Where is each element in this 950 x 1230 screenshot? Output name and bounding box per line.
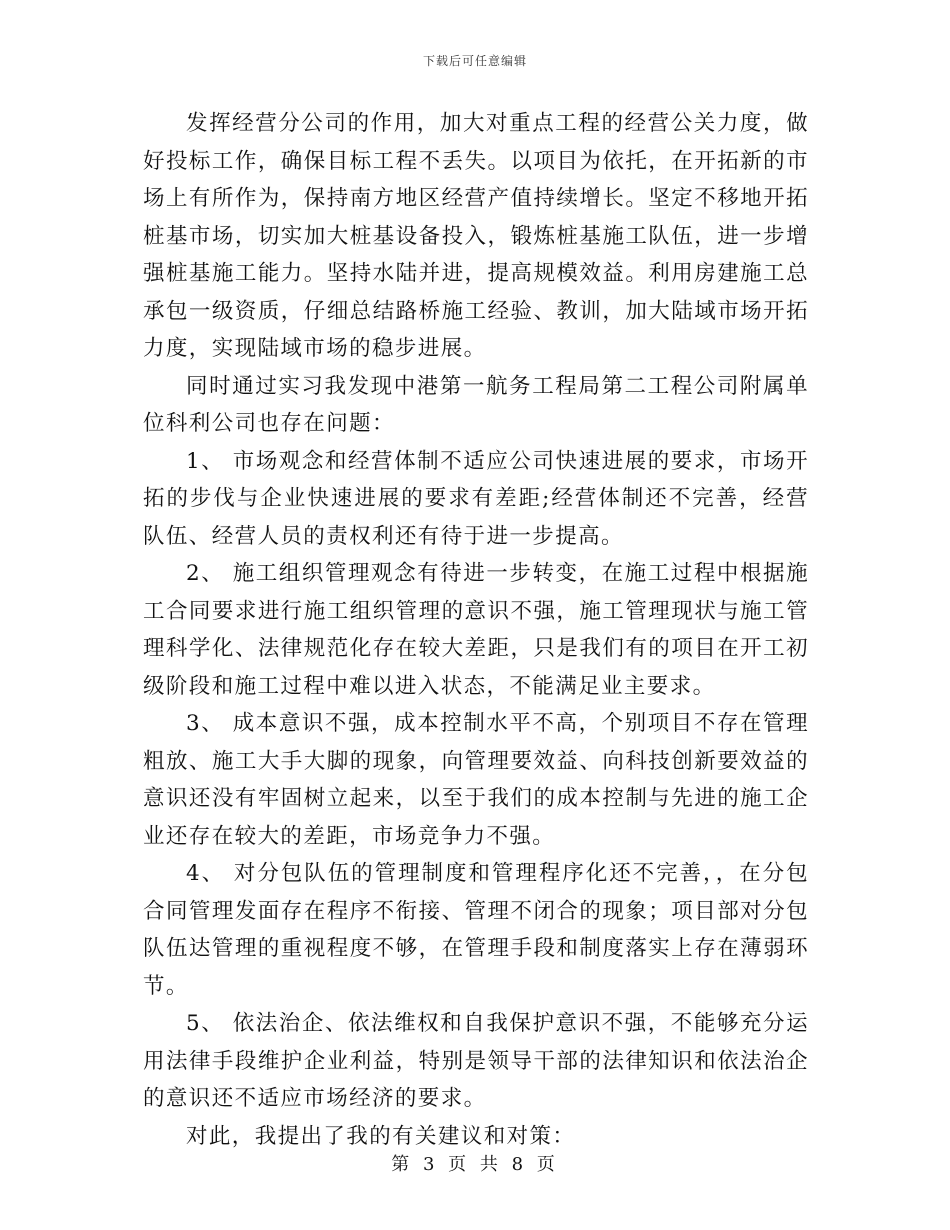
paragraph-business-strategy: 发挥经营分公司的作用，加大对重点工程的经营公关力度，做好投标工作，确保目标工程不丢失。以项目为依托，在开拓新的市场上有所作为，保持南方地区经营产值持续增长。坚定不移地开拓桩基市场，切实加大桩基设备投入，锻炼桩基施工队伍，进一步增强桩基施工能力。坚持水陆并进，提高规模效益。利用房建施工总承包一级资质，仔细总结路桥施工经验、教训，加大陆域市场开拓力度，实现陆域市场的稳步进展。	[143, 111, 809, 361]
paragraph-problem-3: 3、 成本意识不强，成本控制水平不高，个别项目不存在管理粗放、施工大手大脚的现象，向管理要效益、向科技创新要效益的意识还没有牢固树立起来，以至于我们的成本控制与先进的施工企业还存在较大的差距，市场竞争力不强。	[143, 711, 809, 849]
paragraph-problem-5: 5、 依法治企、依法维权和自我保护意识不强，不能够充分运用法律手段维护企业利益，特别是领导干部的法律知识和依法治企的意识还不适应市场经济的要求。	[143, 1011, 809, 1111]
paragraph-problem-1: 1、 市场观念和经营体制不适应公司快速进展的要求，市场开拓的步伐与企业快速进展的要求有差距;经营体制还不完善，经营队伍、经营人员的责权利还有待于进一步提高。	[143, 448, 809, 549]
paragraph-problem-2: 2、 施工组织管理观念有待进一步转变，在施工过程中根据施工合同要求进行施工组织管理的意识不强，施工管理现状与施工管理科学化、法律规范化存在较大差距，只是我们有的项目在开工初级阶段和施工过程中难以进入状态，不能满足业主要求。	[143, 561, 809, 699]
document-body	[143, 105, 809, 1155]
paragraph-problems-intro: 同时通过实习我发现中港第一航务工程局第二工程公司附属单位科利公司也存在问题：	[143, 373, 809, 436]
paragraph-suggestions-intro: 对此，我提出了我的有关建议和对策：	[186, 1123, 576, 1149]
page-number-footer: 第 3 页 共 8 页	[391, 1154, 559, 1175]
page-header-note: 下载后可任意编辑	[422, 54, 527, 68]
paragraph-problem-4: 4、 对分包队伍的管理制度和管理程序化还不完善，，在分包合同管理发面存在程序不衔接、管理不闭合的现象；项目部对分包队伍达管理的重视程度不够，在管理手段和制度落实上存在薄弱环节。	[143, 861, 809, 999]
